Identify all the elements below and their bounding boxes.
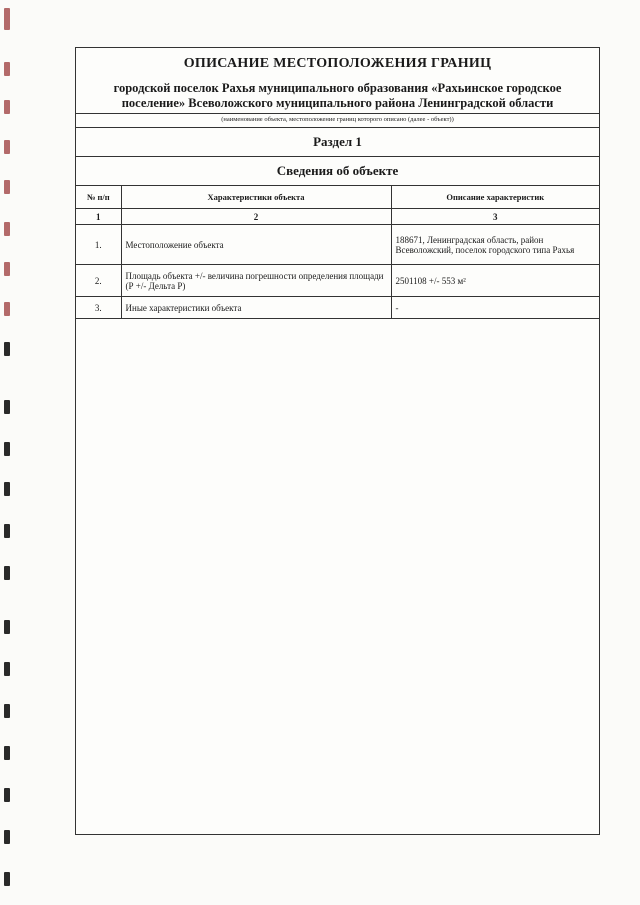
row-description: 188671, Ленинградская область, район Всеволожский, поселок городского типа Рахья	[391, 225, 599, 265]
table-header-row	[76, 186, 599, 209]
table-row	[76, 297, 599, 319]
row-description: 2501108 +/- 553 м²	[391, 265, 599, 297]
object-name: городской поселок Рахья муниципального образования «Рахьинское городское поселение» Всеволожского муниципального района Ленинградской области	[113, 81, 562, 110]
row-number: 1.	[76, 225, 121, 265]
document-frame	[75, 47, 600, 835]
row-number: 2.	[76, 265, 121, 297]
column-header: Описание характеристик	[391, 186, 599, 209]
table-row	[76, 265, 599, 297]
row-number: 3.	[76, 297, 121, 319]
binding-marks	[0, 0, 20, 905]
row-characteristic: Местоположение объекта	[121, 225, 391, 265]
column-header: Характеристики объекта	[121, 186, 391, 209]
row-description: -	[391, 297, 599, 319]
column-header: № п/п	[76, 186, 121, 209]
table-row	[76, 225, 599, 265]
object-info-table	[76, 185, 599, 319]
section-heading: Сведения об объекте	[76, 156, 599, 185]
object-caption: (наименование объекта, местоположение границ которого описано (далее - объект))	[221, 116, 454, 123]
row-characteristic: Иные характеристики объекта	[121, 297, 391, 319]
row-characteristic: Площадь объекта +/- величина погрешности определения площади (Р +/- Дельта Р)	[121, 265, 391, 297]
section-title: Раздел 1	[76, 127, 599, 156]
column-number: 2	[121, 209, 391, 225]
column-number: 3	[391, 209, 599, 225]
column-number-row	[76, 209, 599, 225]
column-number: 1	[76, 209, 121, 225]
document-title: ОПИСАНИЕ МЕСТОПОЛОЖЕНИЯ ГРАНИЦ	[183, 56, 492, 71]
